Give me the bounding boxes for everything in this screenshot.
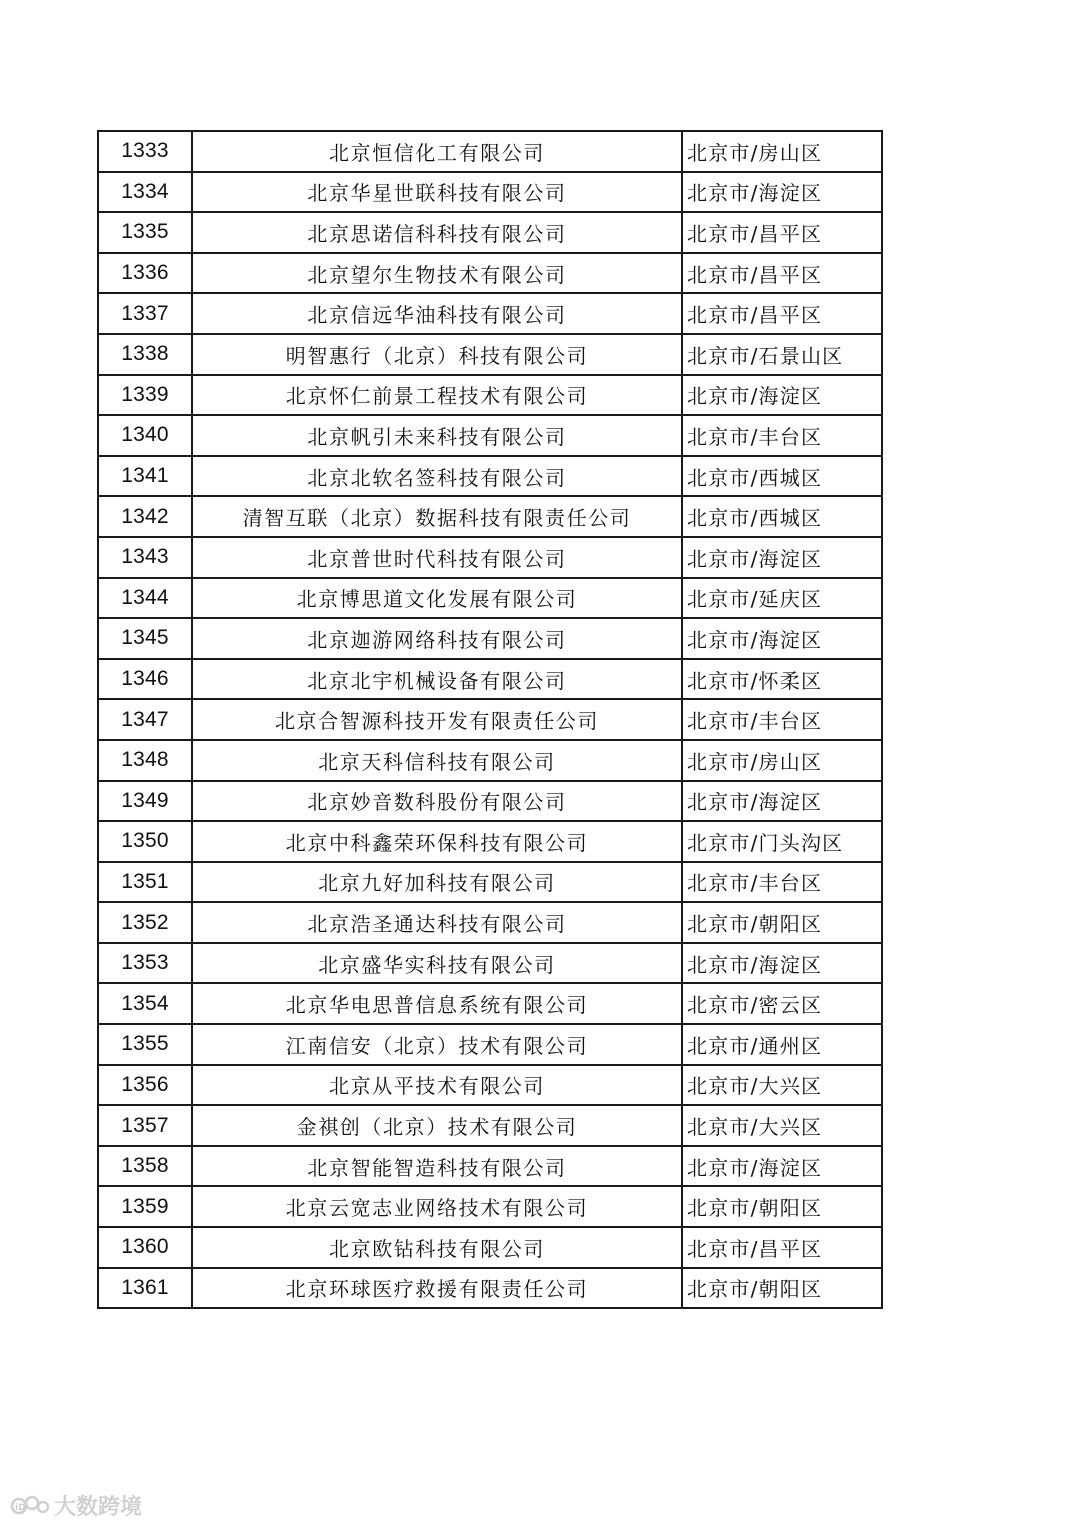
watermark-logo-text: iD (15, 1502, 26, 1513)
company-name: 北京博思道文化发展有限公司 (192, 578, 682, 619)
company-location: 北京市/昌平区 (682, 253, 882, 294)
company-location: 北京市/大兴区 (682, 1065, 882, 1106)
company-name: 北京普世时代科技有限公司 (192, 537, 682, 578)
table-row (98, 293, 882, 334)
row-number: 1348 (98, 740, 192, 781)
row-number: 1339 (98, 375, 192, 416)
table-row (98, 862, 882, 903)
watermark-logo-icon (10, 1493, 50, 1519)
row-number: 1343 (98, 537, 192, 578)
company-location: 北京市/海淀区 (682, 1146, 882, 1187)
company-name: 北京环球医疗救援有限责任公司 (192, 1268, 682, 1309)
row-number: 1346 (98, 659, 192, 700)
table-row (98, 983, 882, 1024)
company-name: 北京智能智造科技有限公司 (192, 1146, 682, 1187)
row-number: 1358 (98, 1146, 192, 1187)
table-row (98, 618, 882, 659)
company-name: 北京北软名签科技有限公司 (192, 456, 682, 497)
table-row (98, 781, 882, 822)
company-name: 北京合智源科技开发有限责任公司 (192, 699, 682, 740)
row-number: 1357 (98, 1105, 192, 1146)
row-number: 1341 (98, 456, 192, 497)
company-location: 北京市/丰台区 (682, 699, 882, 740)
company-location: 北京市/海淀区 (682, 172, 882, 213)
row-number: 1353 (98, 943, 192, 984)
company-name: 北京中科鑫荣环保科技有限公司 (192, 821, 682, 862)
table-row (98, 1065, 882, 1106)
row-number: 1350 (98, 821, 192, 862)
company-name: 北京盛华实科技有限公司 (192, 943, 682, 984)
table-row (98, 496, 882, 537)
table-row (98, 212, 882, 253)
table-row (98, 1024, 882, 1065)
company-name: 北京恒信化工有限公司 (192, 131, 682, 172)
company-location: 北京市/丰台区 (682, 415, 882, 456)
company-name: 北京从平技术有限公司 (192, 1065, 682, 1106)
company-location: 北京市/海淀区 (682, 375, 882, 416)
table-row (98, 375, 882, 416)
company-location: 北京市/朝阳区 (682, 1268, 882, 1309)
company-location: 北京市/房山区 (682, 740, 882, 781)
company-name: 北京北宇机械设备有限公司 (192, 659, 682, 700)
company-location: 北京市/海淀区 (682, 618, 882, 659)
company-name: 清智互联（北京）数据科技有限责任公司 (192, 496, 682, 537)
table-row (98, 699, 882, 740)
row-number: 1359 (98, 1186, 192, 1227)
watermark (10, 1490, 142, 1521)
table-row (98, 1146, 882, 1187)
company-name: 金祺创（北京）技术有限公司 (192, 1105, 682, 1146)
company-name: 北京华电思普信息系统有限公司 (192, 983, 682, 1024)
company-location: 北京市/延庆区 (682, 578, 882, 619)
row-number: 1334 (98, 172, 192, 213)
table-row (98, 456, 882, 497)
row-number: 1338 (98, 334, 192, 375)
company-location: 北京市/丰台区 (682, 862, 882, 903)
row-number: 1344 (98, 578, 192, 619)
row-number: 1335 (98, 212, 192, 253)
table-row (98, 415, 882, 456)
table-row (98, 1186, 882, 1227)
row-number: 1356 (98, 1065, 192, 1106)
row-number: 1345 (98, 618, 192, 659)
row-number: 1342 (98, 496, 192, 537)
company-location: 北京市/通州区 (682, 1024, 882, 1065)
company-table (97, 130, 883, 1309)
row-number: 1336 (98, 253, 192, 294)
company-location: 北京市/海淀区 (682, 781, 882, 822)
table-row (98, 253, 882, 294)
table-row (98, 902, 882, 943)
row-number: 1333 (98, 131, 192, 172)
table-row (98, 131, 882, 172)
company-location: 北京市/朝阳区 (682, 902, 882, 943)
row-number: 1361 (98, 1268, 192, 1309)
company-location: 北京市/门头沟区 (682, 821, 882, 862)
row-number: 1337 (98, 293, 192, 334)
company-name: 明智惠行（北京）科技有限公司 (192, 334, 682, 375)
table-row (98, 1268, 882, 1309)
company-location: 北京市/昌平区 (682, 293, 882, 334)
watermark-text: 大数跨境 (54, 1495, 143, 1520)
row-number: 1352 (98, 902, 192, 943)
table-row (98, 1227, 882, 1268)
company-location: 北京市/石景山区 (682, 334, 882, 375)
row-number: 1351 (98, 862, 192, 903)
company-name: 北京九好加科技有限公司 (192, 862, 682, 903)
company-location: 北京市/西城区 (682, 456, 882, 497)
company-name: 北京浩圣通达科技有限公司 (192, 902, 682, 943)
company-location: 北京市/海淀区 (682, 537, 882, 578)
row-number: 1360 (98, 1227, 192, 1268)
company-location: 北京市/房山区 (682, 131, 882, 172)
company-name: 江南信安（北京）技术有限公司 (192, 1024, 682, 1065)
company-name: 北京帆引未来科技有限公司 (192, 415, 682, 456)
table-row (98, 1105, 882, 1146)
company-location: 北京市/昌平区 (682, 212, 882, 253)
company-name: 北京妙音数科股份有限公司 (192, 781, 682, 822)
row-number: 1349 (98, 781, 192, 822)
company-location: 北京市/朝阳区 (682, 1186, 882, 1227)
row-number: 1340 (98, 415, 192, 456)
table-row (98, 740, 882, 781)
table-row (98, 578, 882, 619)
table-row (98, 334, 882, 375)
company-name: 北京怀仁前景工程技术有限公司 (192, 375, 682, 416)
company-name: 北京欧钻科技有限公司 (192, 1227, 682, 1268)
table-row (98, 943, 882, 984)
company-location: 北京市/密云区 (682, 983, 882, 1024)
company-location: 北京市/西城区 (682, 496, 882, 537)
table-row (98, 172, 882, 213)
row-number: 1347 (98, 699, 192, 740)
company-name: 北京信远华油科技有限公司 (192, 293, 682, 334)
company-name: 北京云宽志业网络技术有限公司 (192, 1186, 682, 1227)
table-row (98, 659, 882, 700)
company-name: 北京迦游网络科技有限公司 (192, 618, 682, 659)
company-name: 北京华星世联科技有限公司 (192, 172, 682, 213)
company-location: 北京市/昌平区 (682, 1227, 882, 1268)
company-name: 北京天科信科技有限公司 (192, 740, 682, 781)
company-table-body (98, 131, 882, 1308)
company-name: 北京望尔生物技术有限公司 (192, 253, 682, 294)
company-location: 北京市/怀柔区 (682, 659, 882, 700)
table-row (98, 821, 882, 862)
company-location: 北京市/海淀区 (682, 943, 882, 984)
company-location: 北京市/大兴区 (682, 1105, 882, 1146)
row-number: 1354 (98, 983, 192, 1024)
table-row (98, 537, 882, 578)
row-number: 1355 (98, 1024, 192, 1065)
company-name: 北京思诺信科科技有限公司 (192, 212, 682, 253)
